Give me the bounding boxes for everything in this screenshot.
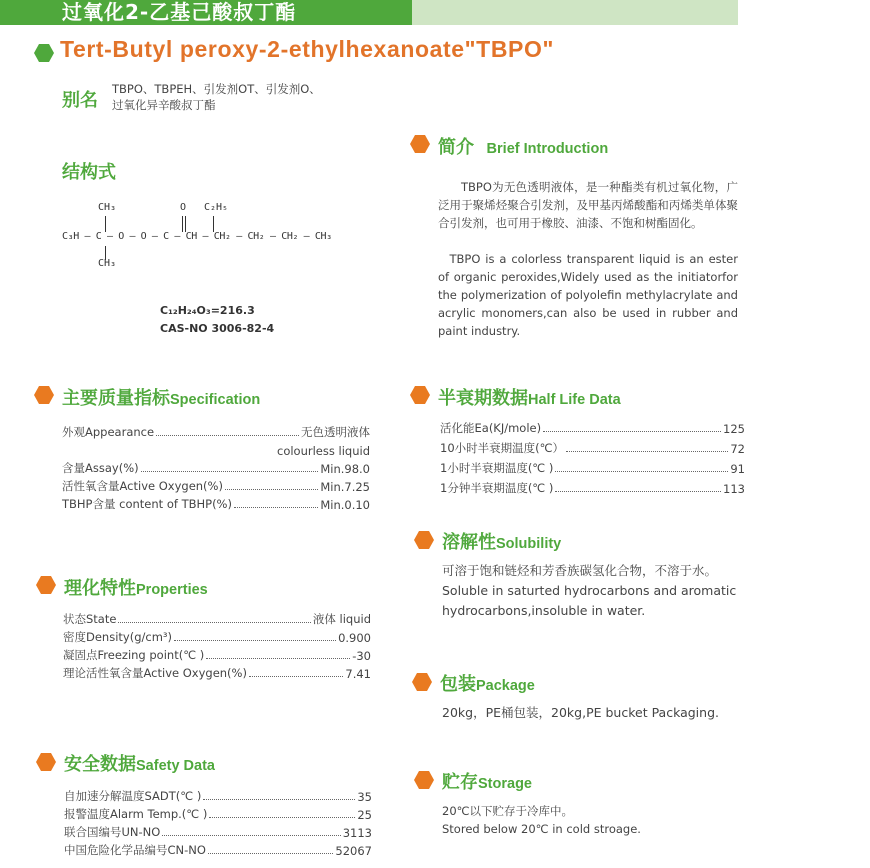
package-title-cn: 包装 [440,674,476,695]
properties-value: 0.900 [338,631,371,645]
properties-row [63,663,371,681]
leader-dots [118,622,310,623]
leader-dots [225,489,318,490]
spec-label: 活性氧含量Active Oxygen(%) [62,479,223,493]
leader-dots [234,507,318,508]
properties-value: 7.41 [345,667,371,681]
double-bond-line [185,216,186,232]
atom-ch3-top: CH₃ [98,202,117,213]
solubility-en-line-1: Soluble in saturted hydrocarbons and aromatic [442,583,737,598]
safety-value: 3113 [342,826,372,840]
solubility-title-en: Solubility [496,536,562,552]
safety-value: 35 [357,790,372,804]
atom-o-double: O [180,202,187,213]
intro-title [438,133,608,159]
hexagon-bullet-icon [36,576,56,594]
spec-value: Min.7.25 [320,480,370,494]
product-title: Tert-Butyl peroxy-2-ethylhexanoate"TBPO" [60,36,554,62]
safety-label: 中国危险化学品编号CN-NO [64,843,206,857]
leader-dots [206,658,350,659]
alias-line-1: TBPO、TBPEH、引发剂OT、引发剂O、 [112,82,321,96]
double-bond-line [182,216,183,232]
safety-row [64,786,372,804]
spec-label: 外观Appearance [62,425,155,439]
properties-title [64,574,208,600]
intro-cn-text: TBPO为无色透明液体，是一种酯类有机过氧化物，广泛用于聚烯烃聚合引发剂，及甲基丙烯酸酯和丙烯类单体聚合引发剂，也可用于橡胶、油漆、不饱和树酯固化。 [438,180,738,230]
structure-label: 结构式 [62,162,116,183]
hexagon-bullet-icon [410,135,430,153]
hexagon-bullet-icon [414,531,434,549]
spec-title-en: Specification [170,392,261,408]
storage-title-cn: 贮存 [442,772,478,793]
halflife-title-cn: 半衰期数据 [438,388,528,409]
hexagon-bullet-icon [412,673,432,691]
safety-row [64,804,372,822]
leader-dots [249,676,343,677]
package-title [440,670,535,696]
storage-title [442,768,532,794]
spec-row [62,458,370,476]
spec-value: colourless liquid [277,444,370,458]
leader-dots [162,835,340,836]
alias-label: 别名 [62,90,98,111]
leader-dots [566,451,728,452]
halflife-label: 1小时半衰期温度(℃ ) [440,461,554,475]
properties-label: 状态State [63,612,117,626]
properties-row [63,627,371,645]
properties-title-cn: 理化特性 [64,578,136,599]
storage-title-en: Storage [478,776,532,792]
spec-value: Min.0.10 [320,498,370,512]
properties-title-en: Properties [136,582,208,598]
halflife-value: 72 [730,442,745,456]
halflife-row [440,458,745,476]
spec-value: Min.98.0 [320,462,370,476]
leader-dots [174,640,336,641]
hexagon-bullet-icon [36,753,56,771]
intro-title-cn: 简介 [438,137,474,158]
intro-en-text: TBPO is a colorless transparent liquid is an ester of organic peroxides,Widely used as the initiatorfor the polymerization of polyolefin methylacrylate and acrylic monomers,can also be used in rubber and paint industry. [438,252,738,338]
spec-label: TBHP含量 content of TBHP(%) [62,497,232,511]
bond-line [213,216,214,232]
safety-title [64,750,215,776]
halflife-row [440,478,745,496]
safety-title-en: Safety Data [136,758,215,774]
leader-dots [203,799,355,800]
header-bar-light [412,0,738,25]
atom-ch3-bottom: CH₃ [98,258,117,269]
header-title: 过氧化2-乙基己酸叔丁酯 [62,0,297,24]
atom-c2h5: C₂H₅ [204,202,229,213]
safety-row [64,822,372,840]
properties-label: 凝固点Freezing point(℃ ) [63,648,205,662]
halflife-label: 10小时半衰期温度(℃） [440,441,565,455]
solubility-title [442,528,561,554]
safety-row [64,840,372,858]
safety-value: 52067 [335,844,372,858]
leader-dots [209,817,355,818]
storage-en-text: Stored below 20℃ in cold stroage. [442,822,641,836]
leader-dots [555,471,728,472]
safety-value: 25 [357,808,372,822]
spec-value: 无色透明液体 [301,425,370,439]
bond-line [105,216,106,232]
solubility-cn-text: 可溶于饱和链烃和芳香族碳氢化合物，不溶于水。 [442,563,718,578]
leader-dots [208,853,333,854]
structure-diagram [58,196,388,276]
spec-row [62,494,370,512]
leader-dots [555,491,721,492]
intro-title-en: Brief Introduction [486,141,609,157]
properties-label: 密度Density(g/cm³) [63,630,173,644]
leader-dots [543,431,721,432]
alias-line-2: 过氧化异辛酸叔丁酯 [112,98,216,112]
hexagon-bullet-icon [34,386,54,404]
safety-title-cn: 安全数据 [64,754,136,775]
properties-value: -30 [352,649,371,663]
safety-label: 报警温度Alarm Temp.(℃ ) [64,807,208,821]
spec-row [62,422,370,440]
hexagon-bullet-icon [414,771,434,789]
hexagon-bullet-icon [34,44,54,62]
halflife-label: 1分钟半衰期温度(℃ ) [440,481,554,495]
halflife-row [440,438,745,456]
cas-number: CAS-NO 3006-82-4 [160,322,275,335]
main-chain: C₃H — C — O — O — C — CH — CH₂ — CH₂ — CH₂ — CH₃ [62,231,332,242]
halflife-row [440,418,745,436]
leader-dots [141,471,319,472]
molecular-formula: C₁₂H₂₄O₃=216.3 [160,304,255,317]
hexagon-bullet-icon [410,386,430,404]
package-text: 20kg，PE桶包装，20kg,PE bucket Packaging. [442,705,719,720]
spec-label: 含量Assay(%) [62,461,139,475]
spec-title-cn: 主要质量指标 [62,388,170,409]
halflife-title-en: Half Life Data [528,392,621,408]
spec-row [62,440,370,458]
spec-row [62,476,370,494]
safety-label: 自加速分解温度SADT(℃ ) [64,789,202,803]
halflife-label: 活化能Ea(KJ/mole) [440,421,542,435]
properties-row [63,645,371,663]
package-title-en: Package [476,678,535,694]
halflife-title [438,384,621,410]
halflife-value: 113 [723,482,745,496]
halflife-value: 125 [723,422,745,436]
halflife-value: 91 [730,462,745,476]
solubility-title-cn: 溶解性 [442,532,496,553]
properties-row [63,609,371,627]
leader-dots [156,435,299,436]
spec-title [62,384,260,410]
properties-label: 理论活性氧含量Active Oxygen(%) [63,666,247,680]
safety-label: 联合国编号UN-NO [64,825,161,839]
storage-cn-text: 20℃以下贮存于冷库中。 [442,804,574,818]
solubility-en-line-2: hydrocarbons,insoluble in water. [442,603,646,618]
properties-value: 液体 liquid [312,612,371,626]
